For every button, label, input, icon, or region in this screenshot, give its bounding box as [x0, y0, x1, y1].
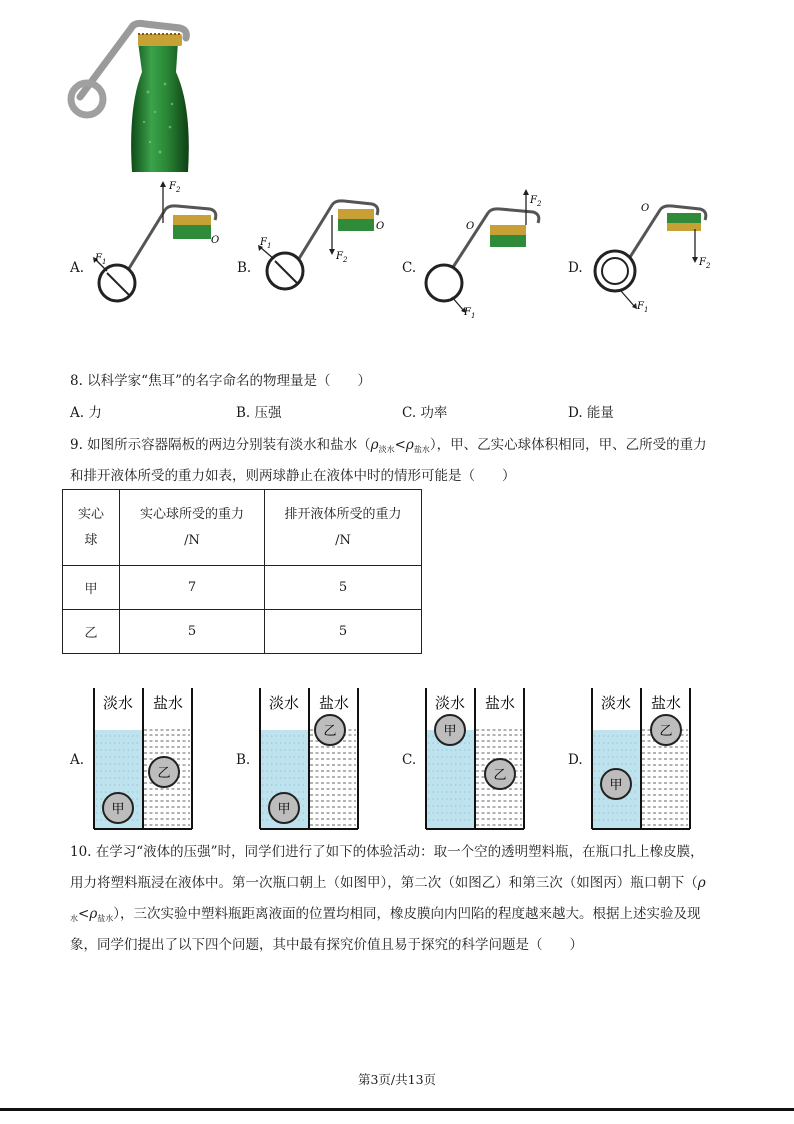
fresh-water-label: 淡水 [268, 694, 300, 712]
table-header-cell: 实心球所受的重力 /N [120, 490, 265, 566]
q9-data-table [62, 489, 422, 654]
svg-text:F2: $F_2$ [336, 251, 348, 264]
q9-container-b [258, 688, 360, 830]
q9-line1: 9. 如图所示容器隔板的两边分别装有淡水和盐水$(\rho_{淡水}<\rho_{盐水})$，甲、乙实心球体积相同，甲、乙所受的重力 [70, 437, 707, 454]
table-row [63, 490, 422, 566]
bottom-rule [0, 1108, 794, 1111]
ball-jia-label: 甲 [443, 724, 457, 739]
q8-text: 8. 以科学家“焦耳”的名字命名的物理量是（ ） [70, 373, 371, 389]
q9-option-b-label: B. [236, 752, 251, 768]
fresh-water-label: 淡水 [102, 694, 134, 712]
q9-container-d [590, 688, 692, 830]
q9-container-c [424, 688, 526, 830]
q7-option-b-diagram [252, 185, 392, 315]
ball-yi-label: 乙 [493, 768, 507, 783]
q10-line1: 10. 在学习“液体的压强”时，同学们进行了如下的体验活动：取一个空的透明塑料瓶，在瓶口扎上橡皮膜， [70, 844, 704, 860]
q7-option-a-label: A. [70, 260, 85, 276]
salt-water-label: 盐水 [152, 694, 184, 712]
salt-water-label: 盐水 [318, 694, 350, 712]
table-header-cell: 实心 球 [63, 490, 120, 566]
table-cell: 5 [265, 610, 422, 654]
ball-yi-label: 乙 [323, 724, 337, 739]
q9-option-d-label: D. [568, 752, 583, 768]
q9-option-a-label: A. [70, 752, 85, 768]
q7-option-c-diagram [418, 185, 558, 325]
bottle-opener-photo [60, 12, 200, 177]
table-cell: 5 [120, 610, 265, 654]
q7-option-b-label: B. [237, 260, 252, 276]
q7a-f1-label: $F_1$ [95, 253, 107, 266]
q7-option-d-diagram [585, 185, 725, 325]
q7-option-d-label: D. [568, 260, 583, 276]
svg-text:F2: $F_2$ [699, 257, 711, 270]
fresh-water-label: 淡水 [434, 694, 466, 712]
q7a-o-label: O [211, 235, 220, 246]
q7a-f2-label: $F_2$ [169, 181, 181, 194]
table-cell: 5 [265, 566, 422, 610]
q10-line4: 象，同学们提出了以下四个问题，其中最有探究价值且易于探究的科学问题是（ ） [70, 937, 583, 953]
svg-text:O: O [641, 203, 650, 214]
ball-jia-label: 甲 [609, 778, 623, 793]
q8-option-c: C. 功率 [402, 405, 448, 421]
q7-option-a-diagram [85, 175, 225, 315]
svg-text:O: O [376, 221, 385, 232]
table-header-cell: 排开液体所受的重力 /N [265, 490, 422, 566]
table-cell: 7 [120, 566, 265, 610]
q9-line2: 和排开液体所受的重力如表，则两球静止在液体中时的情形可能是（ ） [70, 468, 516, 484]
table-cell: 乙 [63, 610, 120, 654]
salt-water-label: 盐水 [650, 694, 682, 712]
salt-water-label: 盐水 [484, 694, 516, 712]
svg-text:O: O [466, 221, 475, 232]
page-footer: 第3页/共13页 [357, 1072, 437, 1087]
svg-text:F1: $F_1$ [260, 237, 272, 250]
q10-line2: 用力将塑料瓶浸在液体中。第一次瓶口朝上（如图甲），第二次（如图乙）和第三次（如图丙）瓶口朝下（ρ [70, 875, 706, 891]
ball-jia-label: 甲 [277, 802, 291, 817]
table-cell: 甲 [63, 566, 120, 610]
ball-yi-label: 乙 [157, 766, 171, 781]
q8-option-b: B. 压强 [236, 405, 282, 421]
svg-text:F1: $F_1$ [464, 307, 476, 320]
svg-text:F1: $F_1$ [637, 301, 649, 314]
fresh-water-label: 淡水 [600, 694, 632, 712]
table-row [63, 566, 422, 610]
q10-line3: $_水<\rho_{盐水}$），三次实验中塑料瓶距离液面的位置均相同，橡皮膜向内凹陷的程度越来越大。根据上述实验及现 [70, 906, 701, 923]
q9-option-c-label: C. [402, 752, 417, 768]
svg-text:F2: $F_2$ [530, 195, 542, 208]
q8-option-d: D. 能量 [568, 405, 614, 421]
ball-yi-label: 乙 [659, 724, 673, 739]
ball-jia-label: 甲 [111, 802, 125, 817]
q9-container-a [92, 688, 194, 830]
q7-option-c-label: C. [402, 260, 417, 276]
q8-option-a: A. 力 [70, 405, 102, 421]
table-row [63, 610, 422, 654]
